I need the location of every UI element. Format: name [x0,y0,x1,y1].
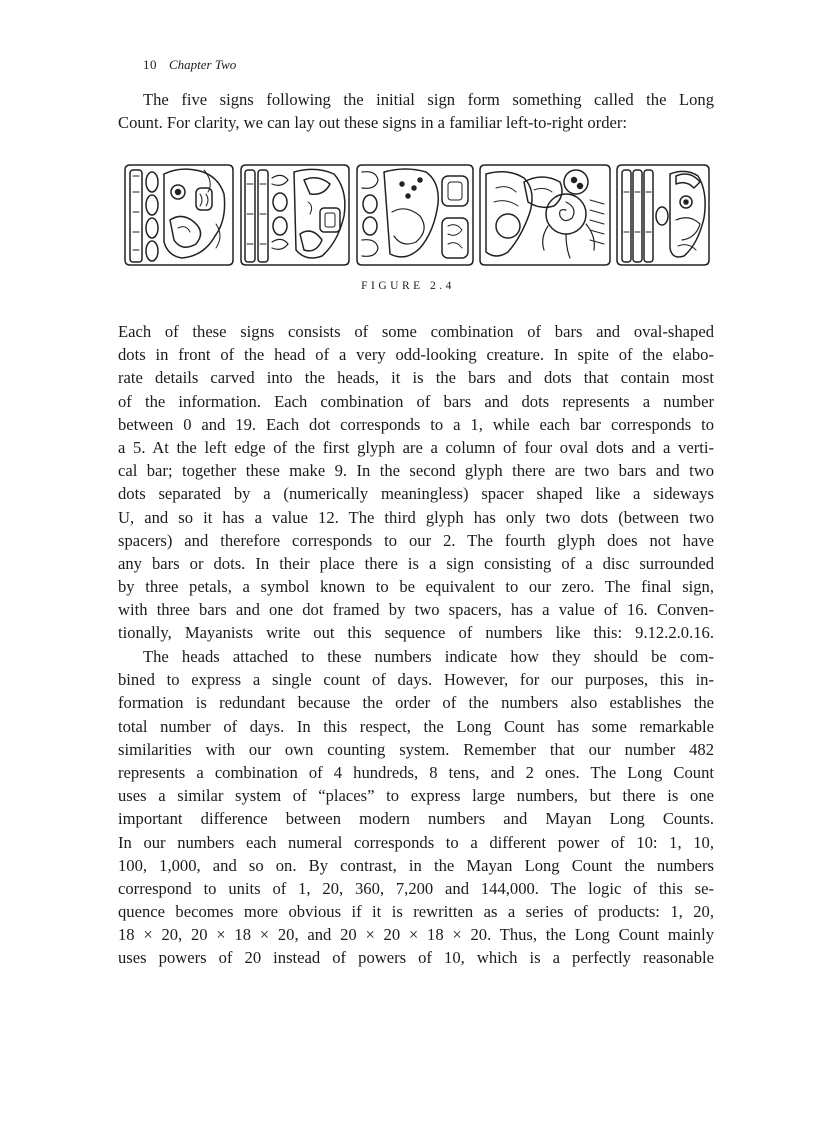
page-number: 10 [143,57,157,72]
text-line: Each of these signs consists of some combination of bars and oval-shaped [118,322,714,341]
text-line: uses powers of 20 instead of powers of 10, which is a perfectly reasonable [118,948,714,968]
text-line: a 5. At the left edge of the first glyph are a column of four oval dots and a verti- [118,437,714,457]
text-line: cal bar; together these make 9. In the second glyph there are two bars and two [118,461,714,481]
text-line: 100, 1,000, and so on. By contrast, in the Mayan Long Count the numbers [118,855,714,875]
text-line: rate details carved into the heads, it is the bars and dots that contain most [118,368,714,388]
figure-caption: FIGURE 2.4 [361,280,455,292]
glyph-5 [617,165,709,265]
text-line: represents a combination of 4 hundreds, 8 tens, and 2 ones. The Long Count [118,762,714,782]
text-line: total number of days. In this respect, the Long Count has some remarkable [118,716,714,736]
running-head [143,57,236,73]
text-line: tionally, Mayanists write out this sequence of numbers like this: 9.12.2.0.16. [118,623,714,643]
text-line: bined to express a single count of days. However, for our purposes, this in- [118,670,714,690]
paragraph-2 [118,320,714,645]
text-line: 18 × 20, 20 × 18 × 20, and 20 × 20 × 18 × 20. Thus, the Long Count mainly [118,925,714,945]
text-line: Count. For clarity, we can lay out these signs in a familiar left-to-right order: [118,113,628,133]
paragraph-3 [118,645,714,970]
text-line: The five signs following the initial sign form something called the Long [143,90,714,109]
text-line: In our numbers each numeral corresponds to a different power of 10: 1, 10, [118,832,714,852]
long-count-glyphs-figure [120,162,714,266]
chapter-title: Chapter Two [169,57,237,72]
glyph-4 [480,165,610,265]
text-line: U, and so it has a value 12. The third glyph has only two dots (between two [118,507,714,527]
text-line: with three bars and one dot framed by two spacers, has a value of 16. Conven- [118,600,714,620]
glyph-3 [357,165,473,265]
text-line: similarities with our own counting system. Remember that our number 482 [118,739,714,759]
text-line: of the information. Each combination of bars and dots represents a number [118,391,714,411]
text-line: important difference between modern numbers and Mayan Long Counts. [118,809,714,829]
text-line: spacers) and therefore corresponds to our 2. The fourth glyph does not have [118,530,714,550]
text-line: correspond to units of 1, 20, 360, 7,200 and 144,000. The logic of this se- [118,878,714,898]
text-line: quence becomes more obvious if it is rewritten as a series of products: 1, 20, [118,902,714,922]
text-line: any bars or dots. In their place there is a sign consisting of a disc surrounded [118,553,714,573]
text-line: uses a similar system of “places” to express large numbers, but there is one [118,786,714,806]
text-line: between 0 and 19. Each dot corresponds to a 1, while each bar corresponds to [118,414,714,434]
glyph-1 [125,165,233,265]
intro-paragraph [118,88,714,134]
text-line: The heads attached to these numbers indicate how they should be com- [143,647,714,666]
text-line: dots separated by a (numerically meaningless) spacer shaped like a sideways [118,484,714,504]
text-line: formation is redundant because the order of the numbers also establishes the [118,693,714,713]
text-line: dots in front of the head of a very odd-looking creature. In spite of the elabo- [118,345,714,365]
glyph-2 [241,165,349,265]
text-line: by three petals, a symbol known to be equivalent to our zero. The final sign, [118,577,714,597]
